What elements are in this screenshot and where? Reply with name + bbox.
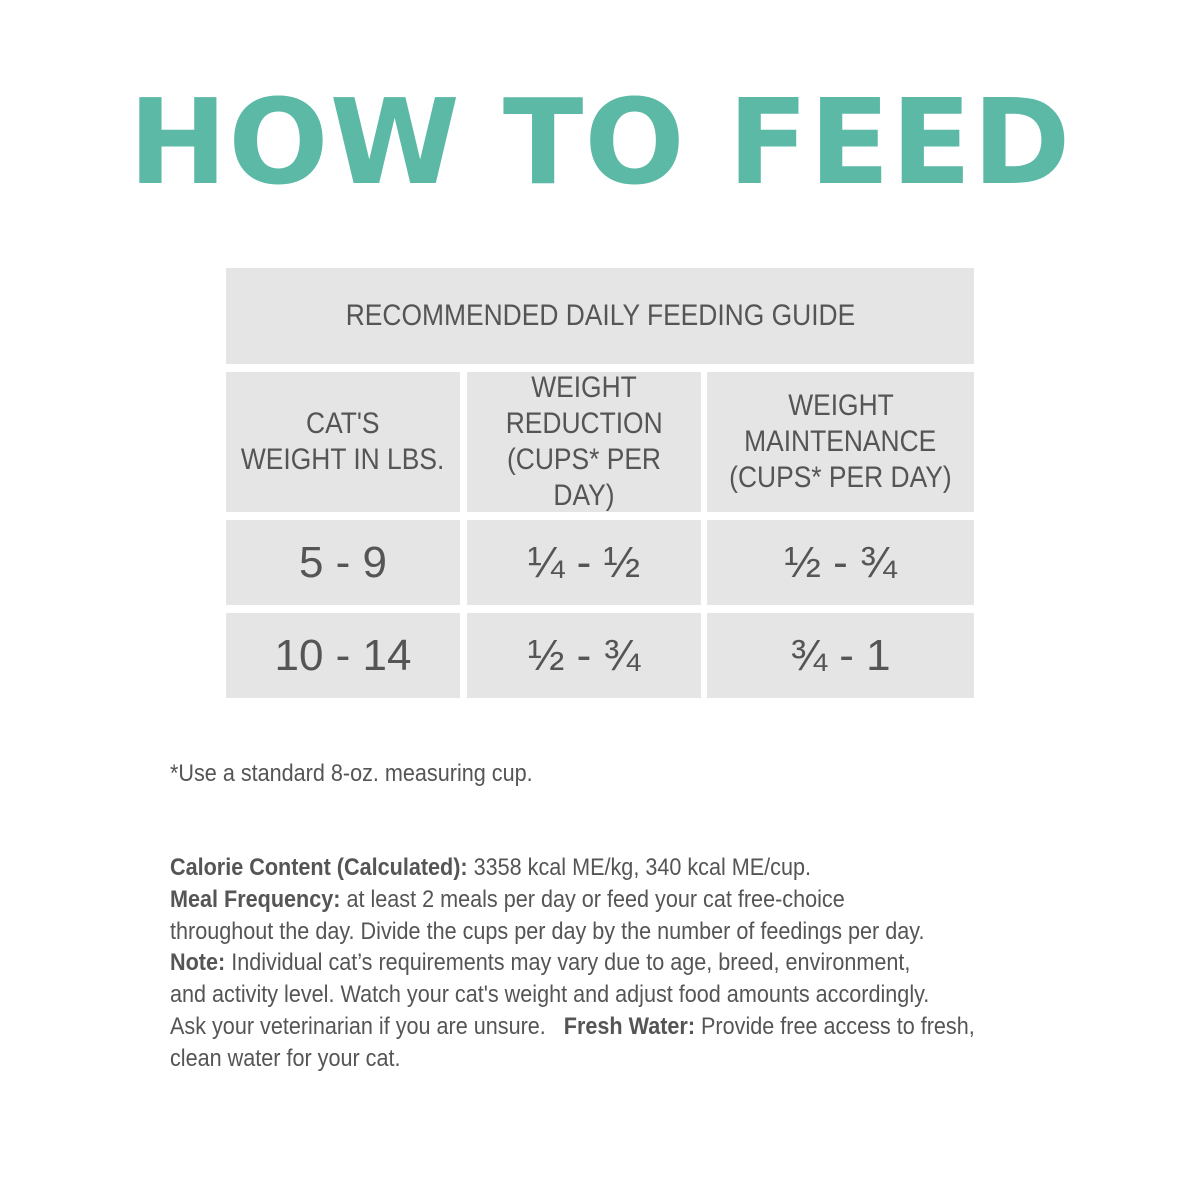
note-text-3: Ask your veterinarian if you are unsure. [170, 1012, 564, 1040]
water-text: Provide free access to fresh, [695, 1012, 975, 1040]
calorie-line [170, 852, 998, 884]
header-line: (CUPS* PER DAY) [506, 443, 662, 512]
column-header-weight-maintenance [707, 372, 974, 512]
table-cell: 5 - 9 [226, 520, 460, 605]
header-line: WEIGHT [787, 389, 894, 422]
header-line: MAINTENANCE [744, 425, 937, 458]
table-cell: ¼ - ½ [467, 520, 701, 605]
note-line [170, 947, 998, 979]
meal-text: at least 2 meals per day or feed your cat free-choice [340, 885, 845, 913]
calorie-label: Calorie Content (Calculated): [170, 854, 468, 881]
page-title: HOW TO FEED [128, 73, 1072, 211]
note-label: Note: [170, 949, 226, 977]
feeding-info [170, 852, 998, 1075]
meal-line-2: throughout the day. Divide the cups per day by the number of feedings per day. [170, 917, 925, 945]
calorie-text: 3358 kcal ME/kg, 340 kcal ME/cup. [467, 854, 811, 881]
table-cell: ¾ - 1 [707, 613, 974, 698]
table-caption-text: RECOMMENDED DAILY FEEDING GUIDE [345, 299, 855, 332]
table-cell: ½ - ¾ [707, 520, 974, 605]
table-cell: 10 - 14 [226, 613, 460, 698]
meal-line [170, 884, 998, 916]
note-text: Individual cat’s requirements may vary due to age, breed, environment, [225, 949, 911, 977]
meal-label: Meal Frequency: [170, 885, 341, 913]
header-line: WEIGHT [531, 371, 637, 404]
header-line: REDUCTION [505, 407, 663, 440]
water-line-2: clean water for your cat. [170, 1044, 401, 1072]
table-cell: ½ - ¾ [467, 613, 701, 698]
header-line: WEIGHT IN LBS. [241, 443, 445, 476]
measuring-cup-footnote: *Use a standard 8-oz. measuring cup. [170, 760, 533, 787]
note-line-3 [170, 1011, 998, 1043]
header-line: CAT'S [306, 407, 380, 440]
table-caption [226, 268, 974, 364]
note-line-2: and activity level. Watch your cat's weight and adjust food amounts accordingly. [170, 981, 930, 1009]
column-header-weight-reduction [467, 372, 701, 512]
header-line: (CUPS* PER DAY) [729, 461, 952, 494]
column-header-weight [226, 372, 460, 512]
water-label: Fresh Water: [563, 1012, 696, 1040]
